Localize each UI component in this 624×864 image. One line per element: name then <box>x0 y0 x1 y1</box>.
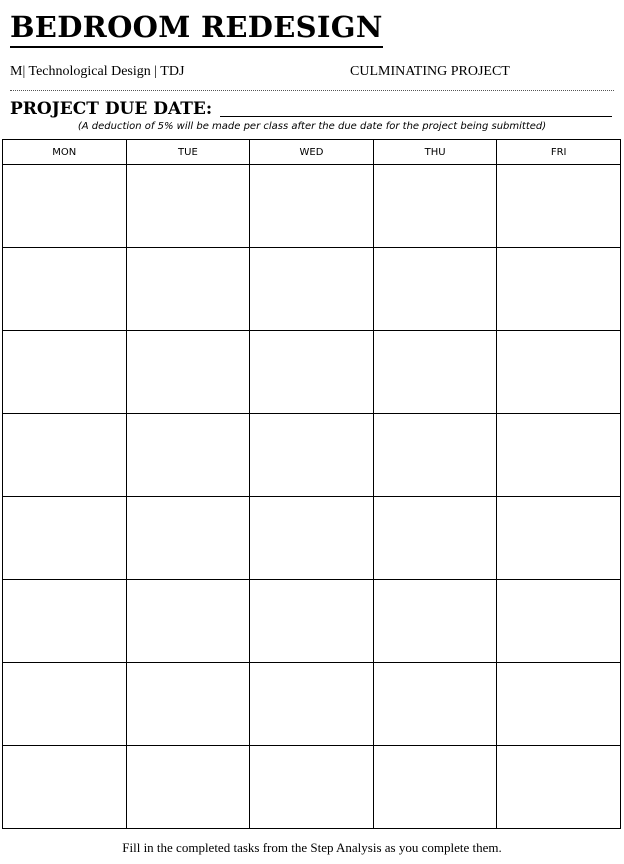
table-row <box>3 580 621 663</box>
schedule-cell-thu[interactable] <box>373 497 497 580</box>
day-header-row <box>3 140 621 165</box>
schedule-cell-mon[interactable] <box>3 165 127 248</box>
dotted-divider <box>10 90 614 91</box>
schedule-cell-thu[interactable] <box>373 663 497 746</box>
schedule-cell-wed[interactable] <box>250 165 374 248</box>
schedule-cell-thu[interactable] <box>373 580 497 663</box>
schedule-cell-thu[interactable] <box>373 414 497 497</box>
table-row <box>3 663 621 746</box>
day-header-wed: WED <box>250 140 374 165</box>
schedule-cell-mon[interactable] <box>3 580 127 663</box>
footer-instruction: Fill in the completed tasks from the Step Analysis as you complete them. <box>122 840 502 855</box>
day-header-tue: TUE <box>126 140 250 165</box>
schedule-cell-fri[interactable] <box>497 248 621 331</box>
schedule-cell-fri[interactable] <box>497 331 621 414</box>
schedule-cell-wed[interactable] <box>250 746 374 829</box>
schedule-cell-tue[interactable] <box>126 165 250 248</box>
table-row <box>3 414 621 497</box>
schedule-cell-tue[interactable] <box>126 331 250 414</box>
schedule-cell-mon[interactable] <box>3 746 127 829</box>
schedule-cell-wed[interactable] <box>250 248 374 331</box>
schedule-cell-tue[interactable] <box>126 746 250 829</box>
schedule-body <box>3 165 621 829</box>
table-row <box>3 331 621 414</box>
schedule-cell-thu[interactable] <box>373 746 497 829</box>
day-header-mon: MON <box>3 140 127 165</box>
day-header-fri: FRI <box>497 140 621 165</box>
schedule-cell-mon[interactable] <box>3 497 127 580</box>
schedule-cell-fri[interactable] <box>497 663 621 746</box>
schedule-cell-tue[interactable] <box>126 248 250 331</box>
schedule-cell-wed[interactable] <box>250 663 374 746</box>
schedule-cell-mon[interactable] <box>3 331 127 414</box>
document-title: BEDROOM REDESIGN <box>10 8 383 48</box>
schedule-cell-tue[interactable] <box>126 414 250 497</box>
deduction-note: (A deduction of 5% will be made per class after the due date for the project being submitted) <box>77 121 547 132</box>
schedule-cell-thu[interactable] <box>373 248 497 331</box>
schedule-cell-mon[interactable] <box>3 663 127 746</box>
schedule-cell-thu[interactable] <box>373 165 497 248</box>
project-type: CULMINATING PROJECT <box>350 64 510 79</box>
schedule-cell-fri[interactable] <box>497 497 621 580</box>
day-header-thu: THU <box>373 140 497 165</box>
table-row <box>3 746 621 829</box>
schedule-cell-tue[interactable] <box>126 663 250 746</box>
schedule-cell-tue[interactable] <box>126 580 250 663</box>
schedule-cell-fri[interactable] <box>497 165 621 248</box>
weekly-schedule-table <box>2 139 621 829</box>
schedule-cell-fri[interactable] <box>497 746 621 829</box>
schedule-cell-wed[interactable] <box>250 331 374 414</box>
schedule-cell-wed[interactable] <box>250 580 374 663</box>
table-row <box>3 165 621 248</box>
schedule-cell-thu[interactable] <box>373 331 497 414</box>
course-line: M| Technological Design | TDJ <box>10 64 185 79</box>
schedule-cell-wed[interactable] <box>250 497 374 580</box>
table-row <box>3 248 621 331</box>
schedule-cell-tue[interactable] <box>126 497 250 580</box>
table-row <box>3 497 621 580</box>
due-date-blank[interactable] <box>220 116 612 117</box>
schedule-cell-mon[interactable] <box>3 248 127 331</box>
due-date-label: PROJECT DUE DATE: <box>10 99 213 119</box>
schedule-cell-mon[interactable] <box>3 414 127 497</box>
schedule-cell-fri[interactable] <box>497 580 621 663</box>
schedule-cell-wed[interactable] <box>250 414 374 497</box>
schedule-cell-fri[interactable] <box>497 414 621 497</box>
